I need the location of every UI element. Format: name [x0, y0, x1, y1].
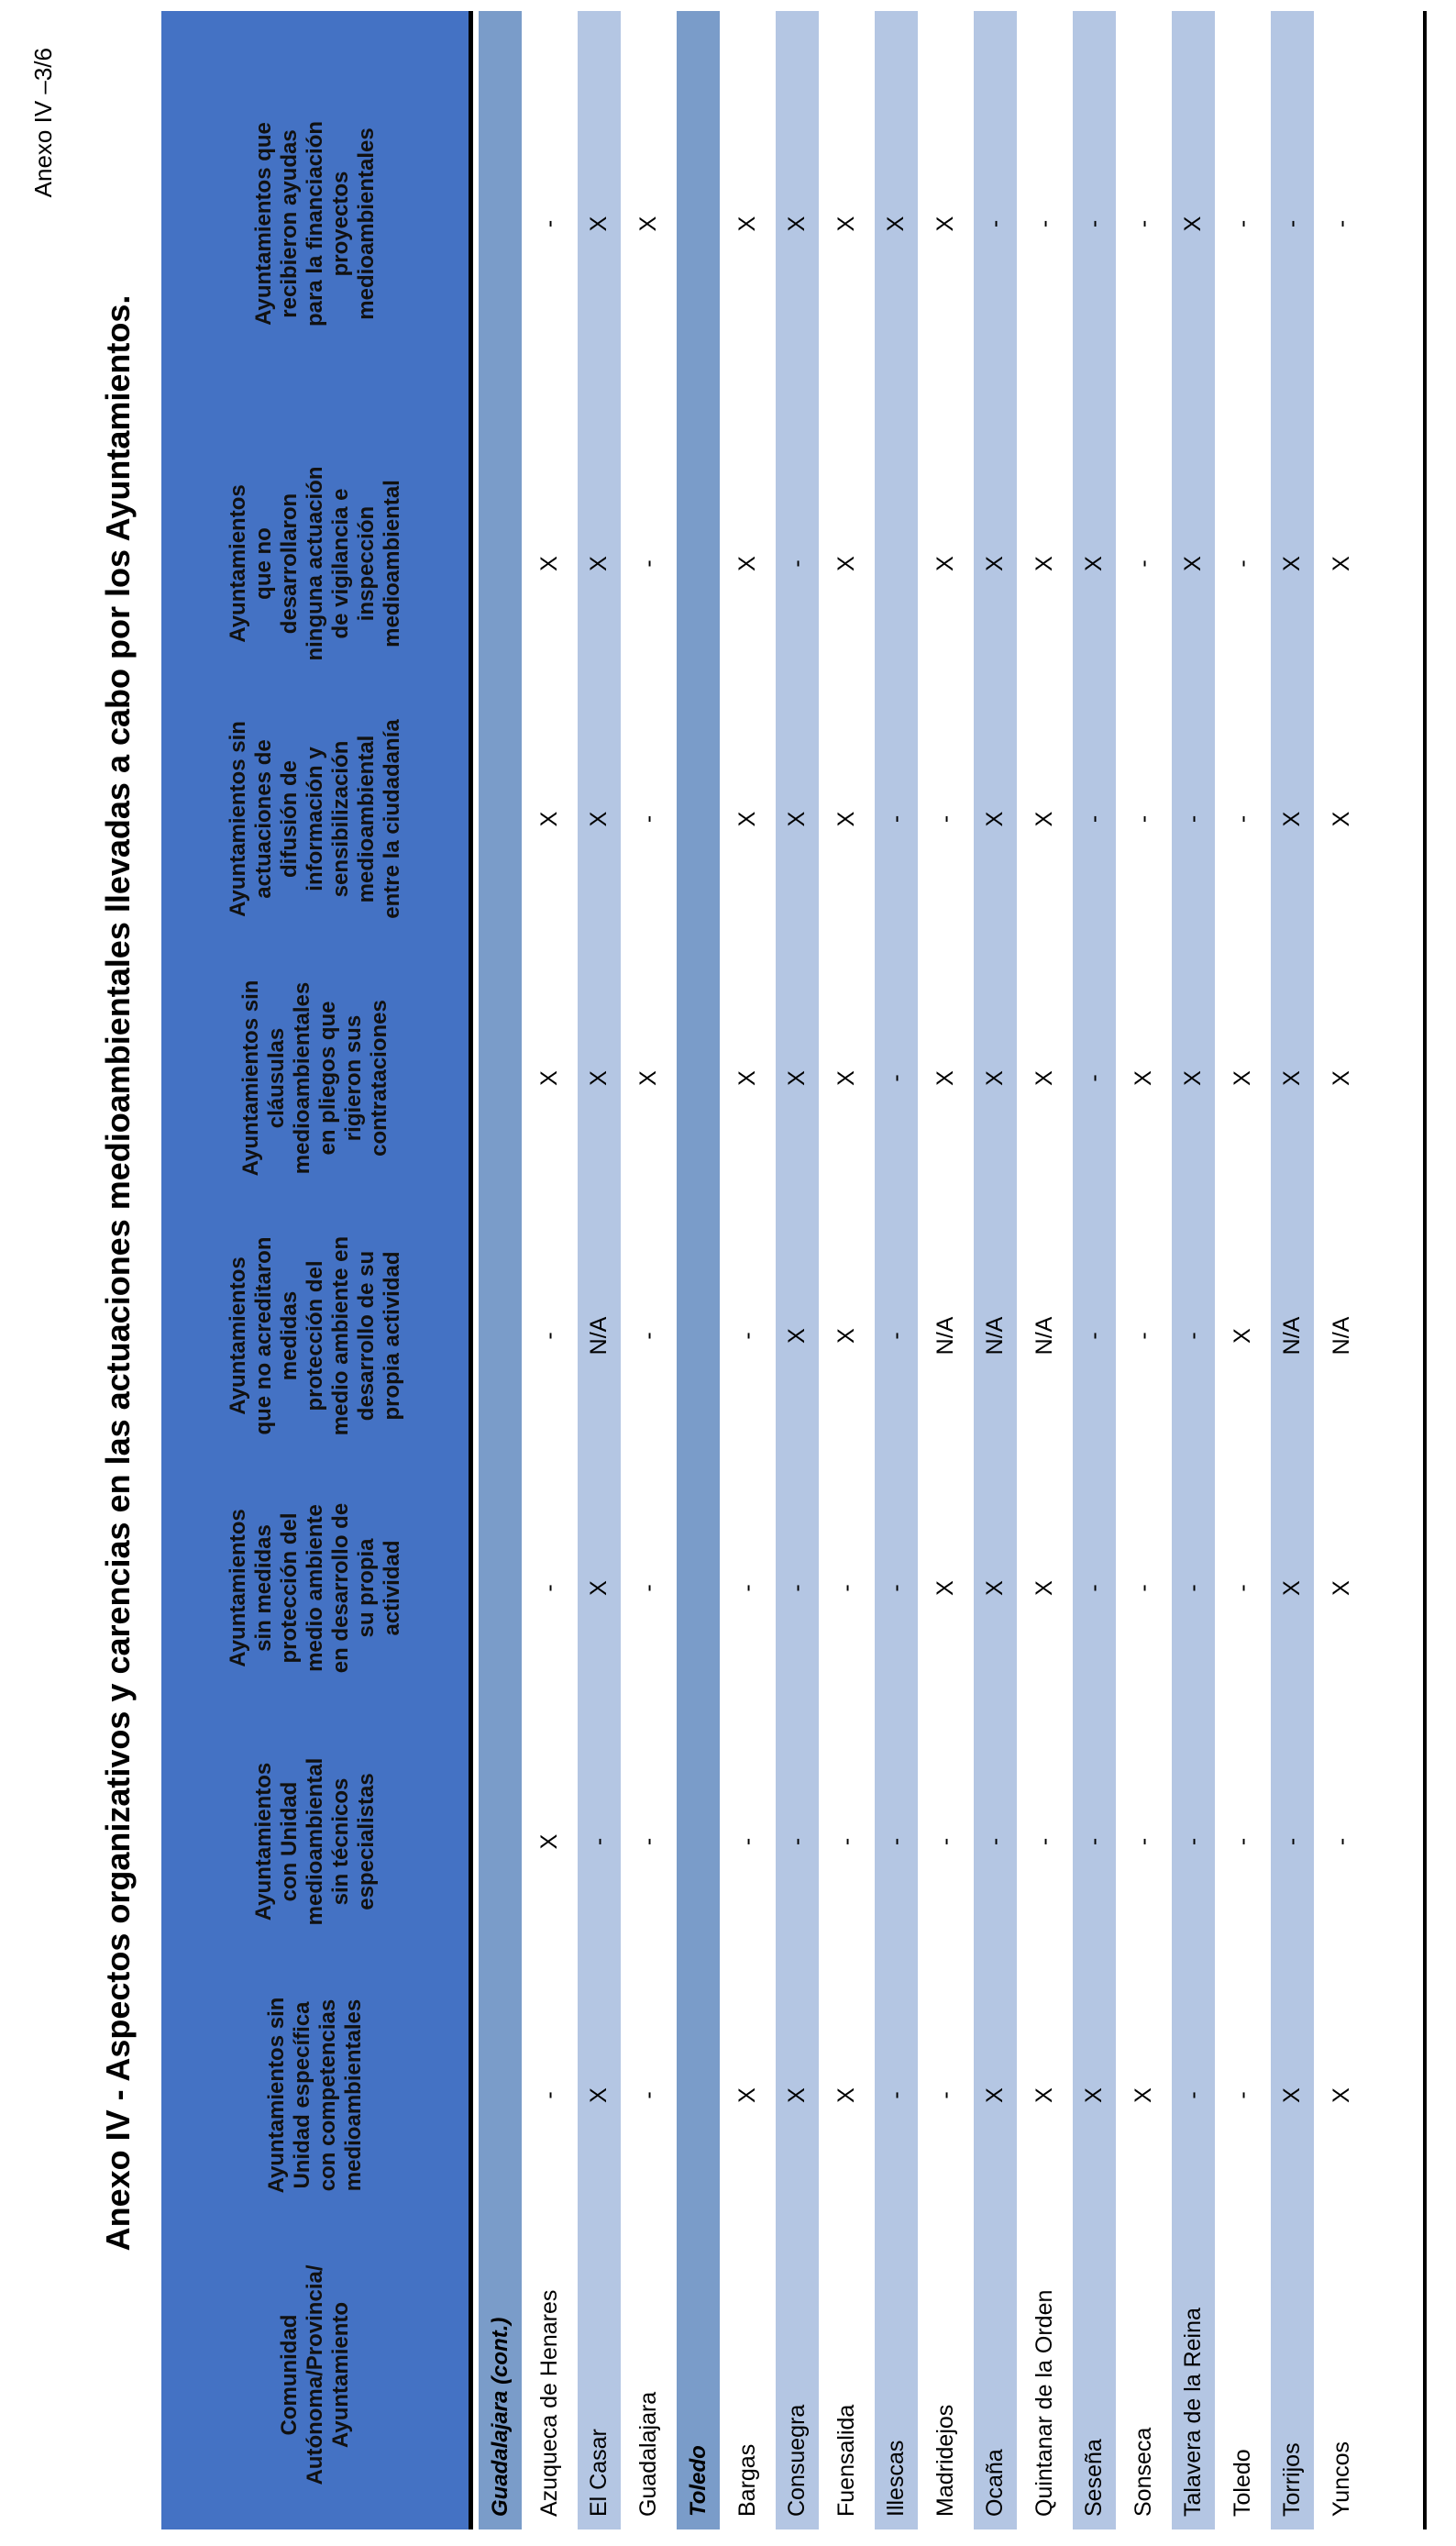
table-cell: -: [1081, 1074, 1107, 1082]
table-cell: X: [1329, 2087, 1354, 2103]
table-cell: X: [833, 1328, 859, 1344]
table-cell: X: [1031, 1070, 1057, 1086]
column-header: [161, 1970, 469, 2220]
table-cell: -: [883, 2091, 909, 2099]
table-cell: -: [883, 1074, 909, 1082]
table-cell: X: [833, 216, 859, 232]
table-cell: X: [833, 811, 859, 827]
table-cell: X: [586, 1580, 612, 1596]
table-cell: X: [883, 216, 909, 232]
table-cell: -: [982, 1837, 1008, 1846]
table-cell: -: [1329, 219, 1354, 228]
column-header-line: medioambientales: [353, 127, 379, 320]
ayuntamiento-name: Quintanar de la Orden: [1031, 2289, 1057, 2517]
table-row: [1073, 11, 1116, 2529]
column-header-line: actividad: [379, 1540, 404, 1636]
table-cell: -: [833, 1837, 859, 1846]
table-cell: -: [1081, 1584, 1107, 1592]
table-cell: -: [635, 559, 661, 568]
table-cell: X: [586, 2087, 612, 2103]
table-cell: -: [635, 814, 661, 824]
column-header: [161, 437, 469, 691]
table-cell: X: [586, 556, 612, 571]
table-cell: X: [635, 216, 661, 232]
column-header-line: Comunidad: [276, 2314, 302, 2436]
table-cell: X: [1329, 1580, 1354, 1596]
table-cell: -: [1081, 814, 1107, 824]
table-row: [1320, 11, 1363, 2529]
table-cell: X: [536, 556, 562, 571]
column-header-line: medioambiental: [353, 735, 379, 903]
column-header-line: difusión de: [276, 760, 302, 878]
column-header-line: Ayuntamientos sin: [237, 980, 263, 1177]
table-cell: X: [1031, 2087, 1057, 2103]
column-header: [161, 1713, 469, 1970]
table-cell: -: [1230, 559, 1255, 568]
table-cell: X: [932, 1070, 958, 1086]
table-cell: -: [734, 1584, 760, 1592]
table-cell: X: [586, 811, 612, 827]
table-cell: -: [635, 1837, 661, 1846]
table-cell: -: [833, 1584, 859, 1592]
column-header-line: en desarrollo de: [327, 1502, 353, 1674]
table-cell: -: [883, 1584, 909, 1592]
table-row: [825, 11, 868, 2529]
column-header-line: de vigilancia e: [327, 488, 353, 639]
table-cell: -: [1230, 814, 1255, 824]
ayuntamiento-name: El Casar: [586, 2429, 612, 2517]
column-header-line: para la financiación: [302, 120, 327, 327]
ayuntamiento-name: Sonseca: [1131, 2427, 1156, 2517]
table-cell: X: [734, 2087, 760, 2103]
table-cell: X: [1180, 216, 1206, 232]
table-cell: -: [1230, 219, 1255, 228]
column-header-line: medioambientales: [340, 1998, 366, 2192]
column-header-line: con Unidad: [276, 1781, 302, 1902]
column-header-line: cláusulas: [263, 1027, 289, 1129]
table-row: [776, 11, 819, 2529]
ayuntamiento-name: Ocaña: [982, 2449, 1008, 2517]
table-cell: X: [734, 216, 760, 232]
table-cell: -: [635, 1332, 661, 1340]
table-cell: -: [1180, 1837, 1206, 1846]
table-cell: -: [1131, 1584, 1156, 1592]
column-header-line: entre la ciudadanía: [379, 719, 404, 919]
table-cell: -: [734, 1332, 760, 1340]
column-header-line: contrataciones: [366, 1000, 392, 1157]
table-cell: X: [784, 2087, 810, 2103]
column-header-line: medidas: [276, 1290, 302, 1381]
column-header-line: sin medidas: [250, 1524, 276, 1652]
table-cell: -: [536, 2091, 562, 2099]
table-cell: -: [1180, 1584, 1206, 1592]
table-row: [1023, 11, 1066, 2529]
table-cell: -: [1081, 219, 1107, 228]
column-header-line: recibieron ayudas: [276, 129, 302, 318]
table-cell: X: [784, 1328, 810, 1344]
table-cell: X: [1081, 2087, 1107, 2103]
column-header: [161, 691, 469, 947]
column-header-line: en pliegos que: [314, 1001, 340, 1156]
table-cell: -: [1279, 219, 1305, 228]
table-cell: -: [883, 1332, 909, 1340]
table-cell: X: [784, 1070, 810, 1086]
table-cell: X: [1180, 1070, 1206, 1086]
table-cell: -: [883, 1837, 909, 1846]
table-cell: X: [586, 1070, 612, 1086]
column-header-line: actuaciones de: [250, 739, 276, 899]
table-cell: X: [1279, 811, 1305, 827]
column-header-line: desarrollaron: [276, 493, 302, 635]
table-row: [528, 11, 571, 2529]
group-row: [479, 11, 522, 2529]
table-cell: X: [833, 2087, 859, 2103]
table-cell: -: [536, 219, 562, 228]
table-cell: -: [1131, 219, 1156, 228]
table-cell: X: [536, 1833, 562, 1850]
ayuntamiento-name: Fuensalida: [833, 2404, 859, 2517]
column-header-line: desarrollo de su: [353, 1250, 379, 1422]
column-header-line: su propia: [353, 1538, 379, 1638]
data-table: [161, 11, 1427, 2529]
ayuntamiento-name: Yuncos: [1329, 2441, 1354, 2517]
column-header-line: medioambiental: [379, 480, 404, 648]
table-cell: -: [932, 1837, 958, 1846]
table-cell: -: [1031, 1837, 1057, 1846]
column-header-line: rigieron sus: [340, 1014, 366, 1142]
column-header-line: protección del: [302, 1260, 327, 1411]
ayuntamiento-name: Guadalajara: [635, 2391, 661, 2517]
column-header-label: [264, 1998, 367, 2194]
column-header-line: Ayuntamientos sin: [225, 721, 250, 917]
table-cell: -: [1031, 219, 1057, 228]
column-header-line: Unidad específica: [289, 2001, 314, 2189]
table-cell: -: [536, 1584, 562, 1592]
ayuntamiento-name: Torrijos: [1279, 2442, 1305, 2517]
column-header-label: [226, 719, 405, 918]
table-cell: X: [932, 216, 958, 232]
table-row: [578, 11, 621, 2529]
table-cell: N/A: [932, 1316, 958, 1356]
table-row: [1271, 11, 1314, 2529]
column-header-line: Autónoma/Provincia/: [302, 2264, 327, 2485]
table-cell: -: [784, 1837, 810, 1846]
ayuntamiento-name: Toledo: [1230, 2449, 1255, 2517]
table-cell: -: [1230, 1584, 1255, 1592]
ayuntamiento-name: Madridejos: [932, 2404, 958, 2517]
table-cell: X: [1031, 556, 1057, 571]
column-header: [161, 1209, 469, 1463]
table-cell: X: [1279, 556, 1305, 571]
table-cell: X: [734, 556, 760, 571]
ayuntamiento-name: Bargas: [734, 2443, 760, 2517]
table-row: [726, 11, 769, 2529]
table-cell: -: [1081, 1837, 1107, 1846]
table-cell: -: [883, 814, 909, 824]
column-header-label: [238, 980, 392, 1177]
table-row: [1122, 11, 1165, 2529]
column-header-line: sensibilización: [327, 740, 353, 898]
column-header-label: [277, 2264, 354, 2485]
table-cell: N/A: [1031, 1316, 1057, 1356]
column-header: [161, 11, 469, 437]
table-cell: X: [784, 216, 810, 232]
table-cell: X: [734, 1070, 760, 1086]
column-header-line: Ayuntamientos: [225, 484, 250, 643]
ayuntamiento-name: Talavera de la Reina: [1180, 2308, 1206, 2517]
table-cell: [875, 437, 918, 691]
table-cell: -: [536, 1332, 562, 1340]
column-header-line: Ayuntamientos que: [250, 122, 276, 326]
table-cell: X: [784, 811, 810, 827]
column-header-line: Ayuntamientos sin: [263, 1997, 289, 2194]
table-cell: X: [1279, 1580, 1305, 1596]
group-row: [677, 11, 720, 2529]
column-header-line: Ayuntamientos: [225, 1256, 250, 1415]
table-cell: -: [1180, 2091, 1206, 2099]
column-header-line: especialistas: [353, 1773, 379, 1910]
table-cell: X: [982, 2087, 1008, 2103]
table-cell: -: [734, 1837, 760, 1846]
table-cell: X: [1131, 1070, 1156, 1086]
table-cell: X: [536, 811, 562, 827]
table-cell: X: [982, 1070, 1008, 1086]
table-cell: N/A: [1279, 1316, 1305, 1356]
table-cell: X: [536, 1070, 562, 1086]
table-cell: X: [982, 1580, 1008, 1596]
table-cell: -: [1329, 1837, 1354, 1846]
table-cell: -: [635, 1584, 661, 1592]
column-header-label: [251, 1758, 380, 1926]
page-label: Anexo IV –3/6: [29, 48, 57, 198]
table-cell: -: [932, 2091, 958, 2099]
table-row: [875, 11, 918, 2529]
table-cell: N/A: [982, 1316, 1008, 1356]
table-row: [924, 11, 967, 2529]
table-row: [1172, 11, 1215, 2529]
table-cell: -: [1131, 1332, 1156, 1340]
table-cell: X: [1180, 556, 1206, 571]
group-label: Guadalajara (cont.): [487, 2317, 513, 2517]
table-row: [1221, 11, 1264, 2529]
table-cell: -: [982, 219, 1008, 228]
column-header-line: inspección: [353, 505, 379, 622]
table-cell: X: [1279, 2087, 1305, 2103]
table-cell: -: [1279, 1837, 1305, 1846]
column-header-label: [251, 121, 380, 327]
table-cell: X: [734, 811, 760, 827]
column-header-line: medioambiental: [302, 1757, 327, 1926]
table-cell: -: [586, 1837, 612, 1846]
table-body: [479, 11, 1419, 2529]
table-cell: -: [784, 1584, 810, 1592]
column-header-line: protección del: [276, 1512, 302, 1664]
table-cell: -: [1230, 1837, 1255, 1846]
table-cell: X: [1230, 1070, 1255, 1086]
table-cell: X: [982, 811, 1008, 827]
column-header-line: propia actividad: [379, 1251, 404, 1421]
table-row: [627, 11, 670, 2529]
table-cell: X: [833, 1070, 859, 1086]
column-header-line: medioambientales: [289, 981, 314, 1175]
table-cell: N/A: [1329, 1316, 1354, 1356]
table-cell: X: [932, 556, 958, 571]
table-cell: -: [1131, 559, 1156, 568]
table-cell: X: [1031, 811, 1057, 827]
table-cell: X: [833, 556, 859, 571]
table-cell: X: [982, 556, 1008, 571]
column-header-line: que no: [250, 527, 276, 600]
column-header-line: Ayuntamientos: [225, 1509, 250, 1667]
ayuntamiento-name: Consuegra: [784, 2404, 810, 2517]
table-cell: N/A: [586, 1316, 612, 1356]
column-header-label: [226, 467, 405, 661]
column-header-label: [226, 1236, 405, 1435]
column-header-line: con competencias: [314, 1998, 340, 2192]
table-cell: -: [1230, 2091, 1255, 2099]
column-header: [161, 947, 469, 1209]
column-header-line: sin técnicos: [327, 1777, 353, 1906]
page-title: Anexo IV - Aspectos organizativos y carencias en las actuaciones medioambientales llevadas a cabo por los Ayuntamientos.: [99, 294, 137, 2252]
table-cell: X: [1329, 811, 1354, 827]
table-cell: -: [1131, 1837, 1156, 1846]
column-header-label: [226, 1503, 405, 1673]
table-cell: X: [1279, 1070, 1305, 1086]
table-cell: -: [1180, 1332, 1206, 1340]
table-row: [974, 11, 1017, 2529]
table-cell: X: [586, 216, 612, 232]
table-cell: X: [1230, 1328, 1255, 1344]
table-cell: -: [635, 2091, 661, 2099]
table-bottom-rule: [1423, 11, 1427, 2529]
table-cell: X: [932, 1580, 958, 1596]
column-header-line: información y: [302, 747, 327, 891]
column-header-line: Ayuntamientos: [250, 1762, 276, 1921]
column-header-line: medio ambiente en: [327, 1235, 353, 1436]
table-cell: -: [1131, 814, 1156, 824]
table-cell: X: [1131, 2087, 1156, 2103]
ayuntamiento-name: Illescas: [883, 2440, 909, 2517]
table-cell: X: [1329, 556, 1354, 571]
column-header-line: Ayuntamiento: [327, 2301, 353, 2449]
ayuntamiento-name: Seseña: [1081, 2439, 1107, 2517]
table-cell: X: [635, 1070, 661, 1086]
column-header-line: ninguna actuación: [302, 466, 327, 661]
column-header-line: que no acreditaron: [250, 1236, 276, 1435]
table-cell: -: [932, 814, 958, 824]
group-label: Toledo: [685, 2445, 711, 2517]
column-header: [161, 2220, 469, 2529]
table-cell: X: [1081, 556, 1107, 571]
table-cell: -: [1180, 814, 1206, 824]
column-header: [161, 1463, 469, 1713]
table-cell: X: [1329, 1070, 1354, 1086]
column-header-line: medio ambiente: [302, 1504, 327, 1672]
ayuntamiento-name: Azuqueca de Henares: [536, 2289, 562, 2517]
column-header-line: proyectos: [327, 171, 353, 277]
table-cell: -: [784, 559, 810, 568]
table-cell: -: [1081, 1332, 1107, 1340]
table-header: [161, 11, 473, 2529]
table-cell: X: [1031, 1580, 1057, 1596]
